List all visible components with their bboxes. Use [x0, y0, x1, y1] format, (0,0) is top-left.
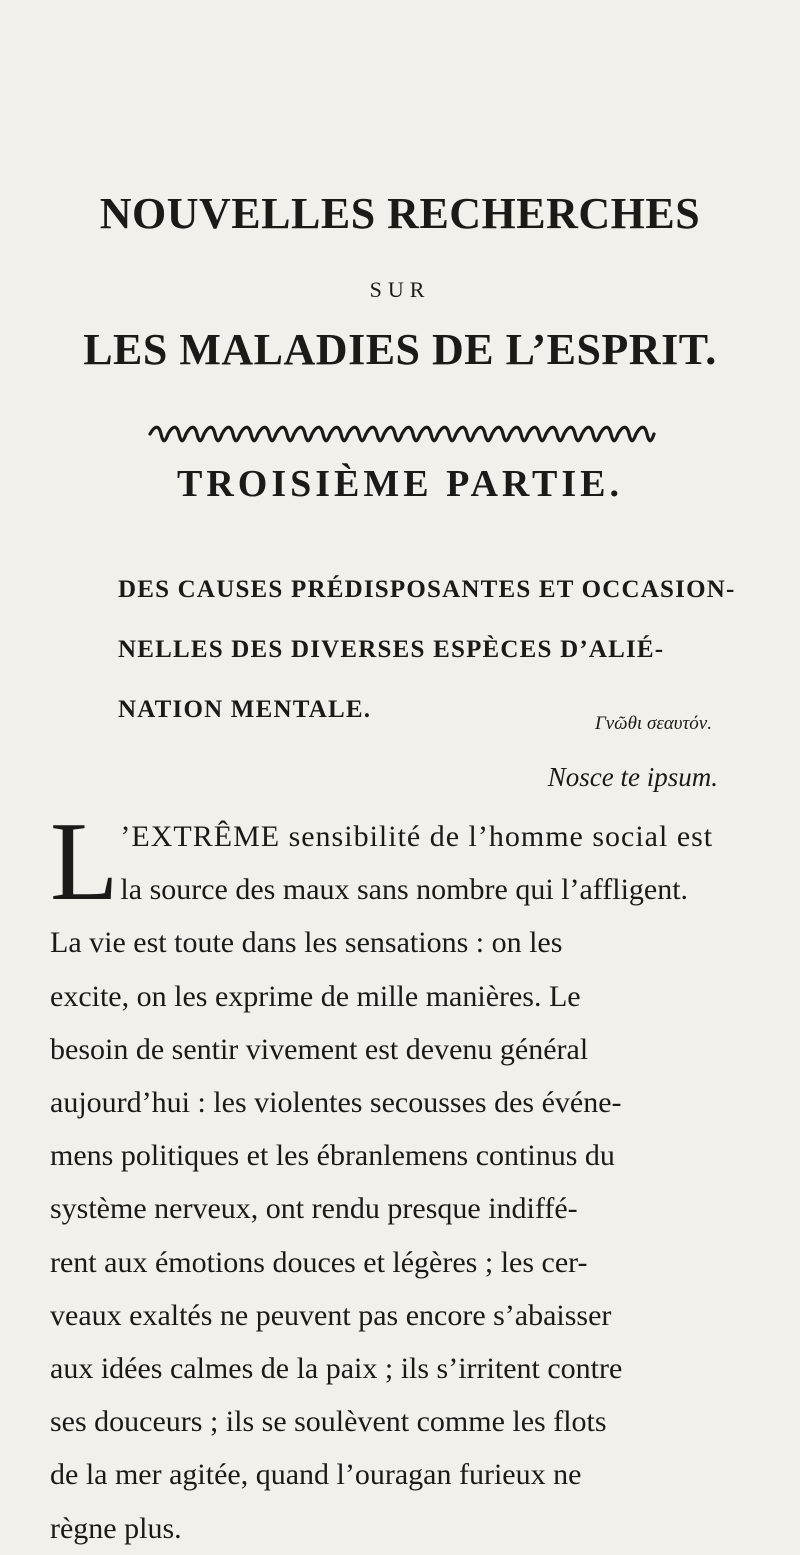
body-line-6: aujourd’hui : les violentes secousses des événe- [50, 1086, 622, 1120]
body-text [50, 800, 720, 1555]
part-heading: TROISIÈME PARTIE. [176, 463, 624, 505]
body-line-1 [50, 810, 720, 863]
body-line-8: système nerveux, ont rendu presque indiffé- [50, 1192, 578, 1226]
wave-rule-ornament [148, 423, 656, 445]
subtitle-line-3: NATION MENTALE. [118, 696, 372, 723]
first-word-small-caps: ’EXTRÊME [120, 820, 281, 853]
title-line-1: NOUVELLES RECHERCHES [99, 189, 701, 238]
subtitle-line-2: NELLES DES DIVERSES ESPÈCES D’ALIÉ- [118, 636, 665, 663]
body-line-12: ses douceurs ; ils se soulèvent comme les flots [50, 1405, 607, 1439]
body-line-14: règne plus. [50, 1511, 182, 1545]
subtitle-line-1: DES CAUSES PRÉDISPOSANTES ET OCCASION- [118, 576, 736, 603]
body-line-5: besoin de sentir vivement est devenu général [50, 1032, 589, 1066]
latin-epigraph: Nosce te ipsum. [547, 762, 718, 792]
body-line-11: aux idées calmes de la paix ; ils s’irritent contre [50, 1352, 623, 1386]
body-line-4: excite, on les exprime de mille manières. Le [50, 979, 581, 1013]
body-line-9: rent aux émotions douces et légères ; les cer- [50, 1245, 588, 1279]
drop-cap: L [50, 800, 119, 924]
body-line-10: veaux exaltés ne peuvent pas encore s’abaisser [50, 1298, 612, 1332]
greek-epigraph: Γνῶθι σεαυτόν. [594, 713, 712, 734]
body-line-1-rest: sensibilité de l’homme social est [280, 820, 714, 853]
title-connector: SUR [369, 277, 431, 302]
title-line-2: LES MALADIES DE L’ESPRIT. [83, 325, 717, 374]
body-line-13: de la mer agitée, quand l’ouragan furieux ne [50, 1458, 582, 1492]
body-line-7: mens politiques et les ébranlemens continus du [50, 1139, 615, 1173]
body-line-3: La vie est toute dans les sensations : on les [50, 926, 563, 960]
body-line-2: la source des maux sans nombre qui l’affligent. [120, 873, 689, 907]
